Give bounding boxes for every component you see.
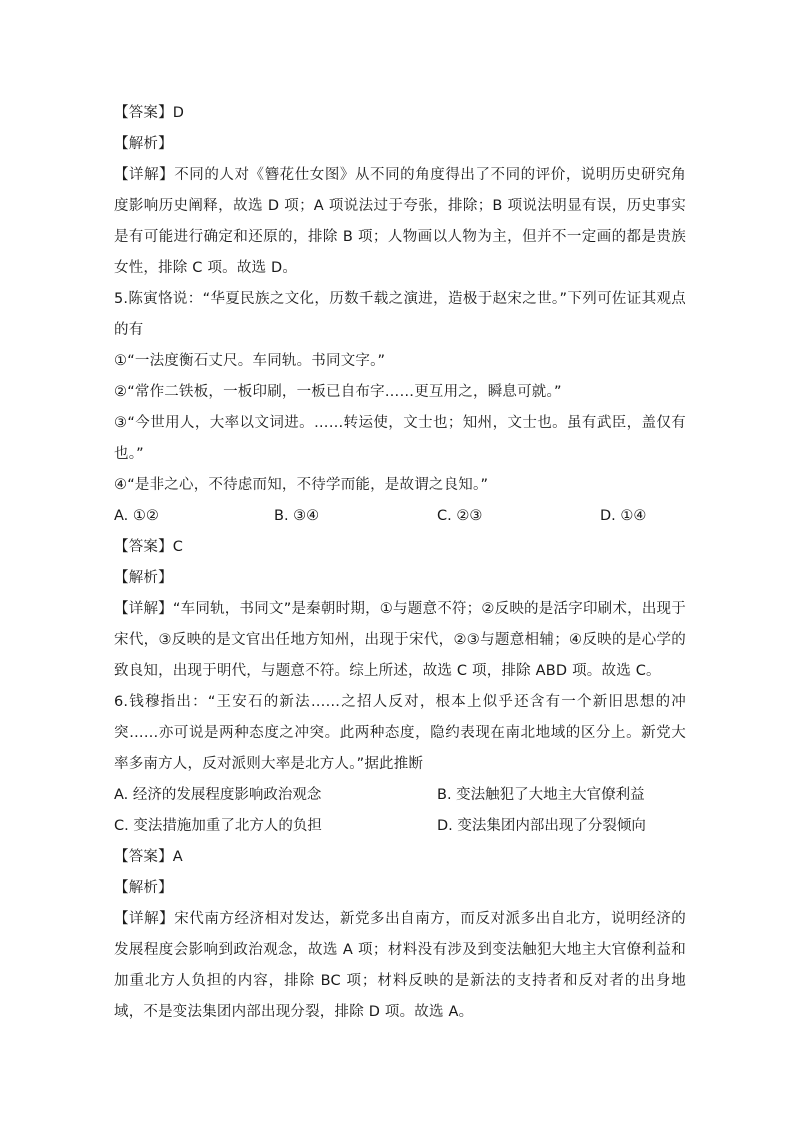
question-5-item-1: ①“一法度衡石丈尺。车同轨。书同文字。” [114, 353, 386, 369]
question-5-stem: 5.陈寅恪说：“华夏民族之文化，历数千载之演进，造极于赵宋之世。”下列可佐证其观点的有 [114, 291, 686, 338]
answer-q5: 【答案】C [114, 539, 184, 555]
detail-q5: 【详解】“车同轨，书同文”是秦朝时期，①与题意不符；②反映的是活字印刷术，出现于宋代，③反映的是文官出任地方知州，出现于宋代，②③与题意相辅；④反映的是心学的致良知，出现于明代，与题意不符。综上所述，故选 C 项，排除 ABD 项。故选 C。 [114, 601, 686, 679]
analysis-heading-q6: 【解析】 [114, 880, 173, 896]
document-content [114, 98, 686, 1028]
question-5-option-c: C. ②③ [437, 508, 483, 524]
question-5-option-b: B. ③④ [274, 508, 320, 524]
answer-q6: 【答案】A [114, 849, 183, 865]
question-6-stem: 6.钱穆指出：“王安石的新法……之招人反对，根本上似乎还含有一个新旧思想的冲突……亦可说是两种态度之冲突。此两种态度，隐约表现在南北地域的区分上。新党大率多南方人，反对派则大率是北方人。”据此推断 [114, 694, 686, 772]
question-5-item-3: ③“今世用人，大率以文词进。……转运使，文士也；知州，文士也。虽有武臣，盖仅有也。” [114, 415, 686, 462]
question-6-options-row-1 [114, 780, 686, 811]
answer-q4: 【答案】D [114, 105, 185, 121]
analysis-heading-q4: 【解析】 [114, 136, 173, 152]
question-6-option-a: A. 经济的发展程度影响政治观念 [114, 787, 322, 803]
detail-q4: 【详解】不同的人对《簪花仕女图》从不同的角度得出了不同的评价，说明历史研究角度影响历史阐释，故选 D 项；A 项说法过于夸张，排除；B 项说法明显有误，历史事实是有可能进行确定和还原的，排除 B 项；人物画以人物为主，但并不一定画的都是贵族女性，排除 C 项。故选 D。 [114, 167, 686, 276]
question-5-option-d: D. ①④ [600, 508, 647, 524]
question-6-option-c: C. 变法措施加重了北方人的负担 [114, 818, 322, 834]
analysis-heading-q5: 【解析】 [114, 570, 173, 586]
question-5-options [114, 501, 686, 532]
question-6-option-b: B. 变法触犯了大地主大官僚利益 [437, 787, 645, 803]
question-5-item-4: ④“是非之心，不待虑而知，不待学而能，是故谓之良知。” [114, 477, 489, 493]
question-6-options-row-2 [114, 811, 686, 842]
detail-q6: 【详解】宋代南方经济相对发达，新党多出自南方，而反对派多出自北方，说明经济的发展程度会影响到政治观念，故选 A 项；材料没有涉及到变法触犯大地主大官僚利益和加重北方人负担的内容，排除 BC 项；材料反映的是新法的支持者和反对者的出身地域，不是变法集团内部出现分裂，排除 D 项。故选 A。 [114, 911, 686, 1020]
question-6-option-d: D. 变法集团内部出现了分裂倾向 [437, 818, 646, 834]
question-5-item-2: ②“常作二铁板，一板印刷，一板已自布字……更互用之，瞬息可就。” [114, 384, 562, 400]
question-5-option-a: A. ①② [114, 508, 159, 524]
